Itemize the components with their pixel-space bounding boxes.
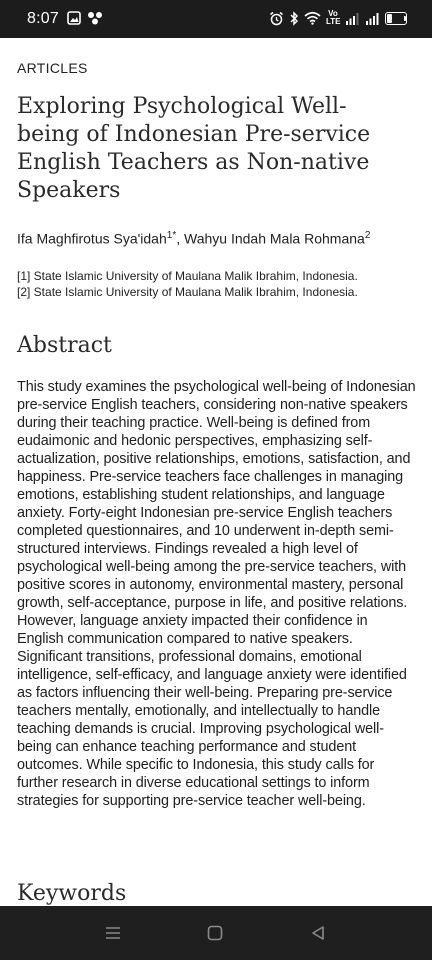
home-icon[interactable] [205, 923, 225, 943]
notification-icons [67, 11, 103, 25]
author-name[interactable]: Wahyu Indah Mala Rohmana [184, 230, 365, 247]
affiliation-list [17, 268, 358, 300]
bluetooth-icon [289, 11, 299, 26]
navigation-bar [0, 906, 432, 960]
battery-icon [385, 12, 406, 25]
abstract-text: This study examines the psychological well-being of Indonesian pre-service English teachers, considering non-native speakers during their teaching practice. Well-being is defined from eudaimonic and hedonic perspectives, emphasizing self-actualization, positive relationships, emotions, satisfaction, and happiness. Pre-service teachers face challenges in managing emotions, establishing student relationships, and language anxiety. Forty-eight Indonesian pre-service English teachers completed questionnaires, and 10 underwent in-depth semi-structured interviews. Findings revealed a high level of psychological well-being among the pre-service teachers, with positive scores in autonomy, environmental mastery, personal growth, self-acceptance, purpose in life, and positive relations. However, language anxiety impacted their confidence in English communication compared to native speakers. Significant transitions, professional domains, emotional intelligence, self-efficacy, and language anxiety were identified as factors influencing their well-being. Preparing pre-service teachers mentally, emotionally, and intellectually to handle teaching demands is crucial. Improving psychological well-being can enhance teaching performance and student outcomes. While specific to Indonesia, this study calls for further research in diverse educational settings to inform strategies for supporting pre-service teacher well-being. [17, 379, 416, 809]
status-bar [0, 0, 432, 38]
status-time: 8:07 [27, 10, 59, 27]
back-icon[interactable] [308, 923, 328, 943]
volte-icon: Vo LTE [326, 9, 341, 26]
author-separator: , [176, 230, 184, 247]
battery-body [385, 12, 407, 25]
affiliation-item: [1] State Islamic University of Maulana Malik Ibrahim, Indonesia. [17, 269, 358, 283]
author-name[interactable]: Ifa Maghfirotus Sya'idah [17, 230, 167, 247]
affiliation-item: [2] State Islamic University of Maulana Malik Ibrahim, Indonesia. [17, 285, 358, 299]
app-notification-icon [87, 11, 103, 25]
image-notification-icon [67, 11, 81, 25]
keywords-heading: Keywords [17, 881, 127, 906]
battery-percent: 28 [391, 13, 401, 23]
signal-icon [345, 12, 360, 25]
abstract-heading: Abstract [17, 333, 112, 358]
section-label[interactable]: ARTICLES [17, 60, 88, 76]
author-affiliation-marker: 2 [364, 230, 371, 241]
wifi-icon [304, 11, 321, 25]
alarm-icon [269, 11, 284, 26]
author-affiliation-marker: 1* [166, 230, 177, 241]
article-title: Exploring Psychological Well-being of Indonesian Pre-service English Teachers as Non-native Speakers [17, 94, 371, 203]
signal-icon [365, 12, 380, 25]
menu-icon[interactable] [103, 923, 123, 943]
author-list [17, 230, 370, 247]
system-status-icons [269, 10, 406, 26]
